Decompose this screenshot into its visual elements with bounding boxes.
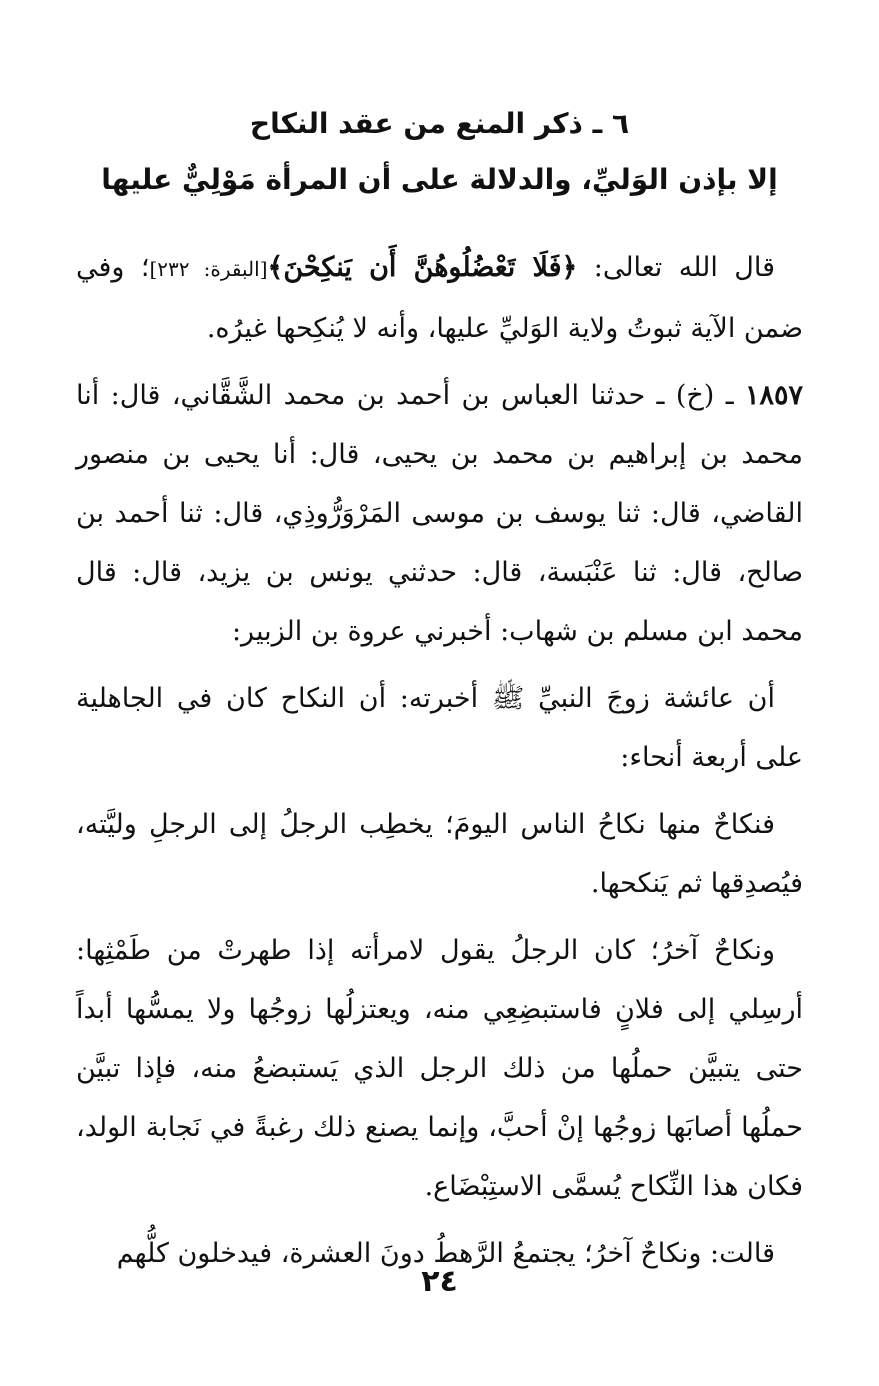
hadith-chain-paragraph	[76, 366, 803, 661]
hadith-chain: ـ (خ) ـ حدثنا العباس بن أحمد بن محمد الشَّقَّاني، قال: أنا محمد بن إبراهيم بن محمد بن يحيى، قال: أنا يحيى بن منصور القاضي، قال: ثنا يوسف بن موسى المَرْوَرُّوذِي، قال: ثنا أحمد بن صالح، قال: ثنا عَنْبَسة، قال: حدثني يونس بن يزيد، قال: قال محمد ابن مسلم بن شهاب: أخبرني عروة بن الزبير:	[76, 380, 803, 647]
chapter-heading	[76, 96, 803, 208]
intro-prefix: قال الله تعالى:	[577, 252, 775, 283]
heading-line-1: ٦ ـ ذكر المنع من عقد النكاح	[249, 107, 630, 140]
page-body	[76, 238, 803, 1283]
intro-paragraph	[76, 238, 803, 358]
quran-verse: ﴿فَلَا تَعْضُلُوهُنَّ أَن يَنكِحْنَ﴾	[267, 252, 578, 283]
text-paragraph: قالت: ونكاحٌ آخرُ؛ يجتمعُ الرَّهطُ دونَ العشرة، فيدخلون كلُّهم	[116, 1238, 775, 1269]
heading-line-2: إلا بإذن الوَليِّ، والدلالة على أن المرأة مَوْلِيٌّ عليها	[101, 163, 778, 196]
verse-reference: [البقرة: ٢٣٢]	[149, 257, 268, 281]
intro-text: ؛ وفي ضمن الآية ثبوتُ ولاية الوَليِّ عليها، وأنه لا يُنكِحها غيرُه.	[76, 252, 803, 344]
hadith-number: ١٨٥٧	[744, 380, 803, 411]
text-paragraph: ونكاحٌ آخرُ؛ كان الرجلُ يقول لامرأته إذا طهرتْ من طَمْثِها: أرسِلي إلى فلانٍ فاستبضِعِي منه، ويعتزلُها زوجُها ولا يمسُّها أبداً حتى يتبيَّن حملُها من ذلك الرجل الذي يَستبضعُ منه، فإذا تبيَّن حملُها أصابَها زوجُها إنْ أحبَّ، وإنما يصنع ذلك رغبةً في نَجابة الولد، فكان هذا النِّكاح يُسمَّى الاستِبْضَاع.	[76, 935, 803, 1202]
text-paragraph: فنكاحٌ منها نكاحُ الناس اليومَ؛ يخطِب الرجلُ إلى الرجلِ وليَّته، فيُصدِقها ثم يَنكحها.	[76, 809, 803, 899]
page-number: ٢٤	[421, 1264, 458, 1299]
text-paragraph: أن عائشة زوجَ النبيِّ ﷺ أخبرته: أن النكاح كان في الجاهلية على أربعة أنحاء:	[76, 683, 803, 773]
book-page	[76, 96, 803, 1291]
